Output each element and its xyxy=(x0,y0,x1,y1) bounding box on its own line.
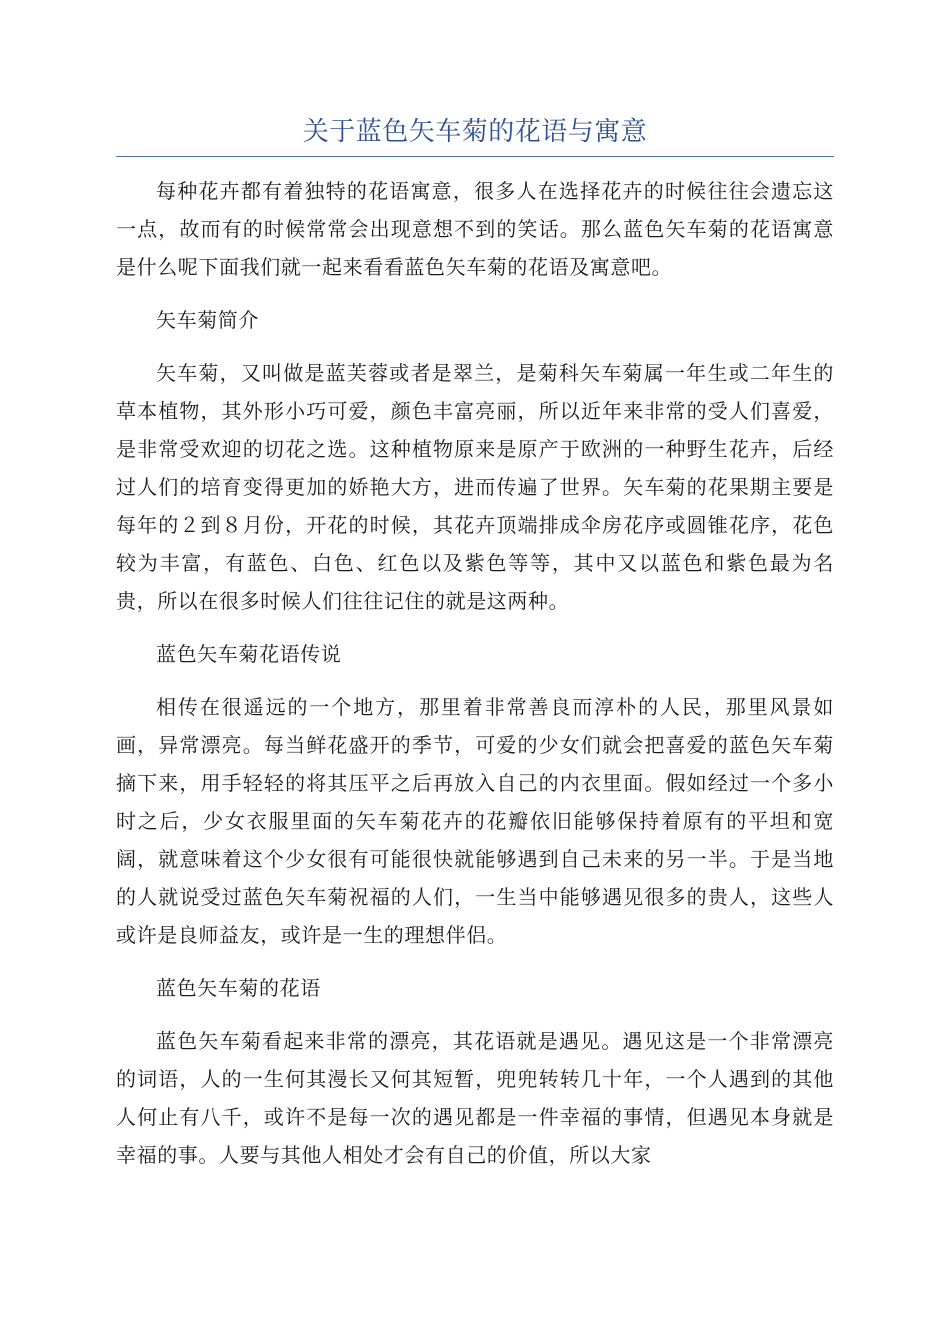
section-heading-legend: 蓝色矢车菊花语传说 xyxy=(156,642,342,666)
section-heading-intro: 矢车菊简介 xyxy=(156,308,259,332)
meaning-paragraph: 蓝色矢车菊看起来非常的漂亮，其花语就是遇见。遇见这是一个非常漂亮的词语，人的一生何其漫长又何其短暂，兜兜转转几十年，一个人遇到的其他人何止有八千，或许不是每一次的遇见都是一件幸福的事情，但遇见本身就是幸福的事。人要与其他人相处才会有自己的价值，所以大家 xyxy=(116,1029,834,1167)
section-heading-meaning: 蓝色矢车菊的花语 xyxy=(156,976,321,1000)
title-block xyxy=(116,112,834,157)
intro-body-paragraph: 矢车菊，又叫做是蓝芙蓉或者是翠兰，是菊科矢车菊属一年生或二年生的草本植物，其外形小巧可爱，颜色丰富亮丽，所以近年来非常的受人们喜爱，是非常受欢迎的切花之选。这种植物原来是原产于欧洲的一种野生花卉，后经过人们的培育变得更加的娇艳大方，进而传遍了世界。矢车菊的花果期主要是每年的２到８月份，开花的时候，其花卉顶端排成伞房花序或圆锥花序，花色较为丰富，有蓝色、白色、红色以及紫色等等，其中又以蓝色和紫色最为名贵，所以在很多时候人们往往记住的就是这两种。 xyxy=(116,361,834,613)
document-title: 关于蓝色矢车菊的花语与寓意 xyxy=(302,117,648,147)
legend-paragraph: 相传在很遥远的一个地方，那里着非常善良而淳朴的人民，那里风景如画，异常漂亮。每当鲜花盛开的季节，可爱的少女们就会把喜爱的蓝色矢车菊摘下来，用手轻轻的将其压平之后再放入自己的内衣里面。假如经过一个多小时之后，少女衣服里面的矢车菊花卉的花瓣依旧能够保持着原有的平坦和宽阔，就意味着这个少女很有可能很快就能够遇到自己未来的另一半。于是当地的人就说受过蓝色矢车菊祝福的人们，一生当中能够遇见很多的贵人，这些人或许是良师益友，或许是一生的理想伴侣。 xyxy=(116,695,834,947)
document-body xyxy=(116,172,834,1189)
intro-paragraph: 每种花卉都有着独特的花语寓意，很多人在选择花卉的时候往往会遗忘这一点，故而有的时候常常会出现意想不到的笑话。那么蓝色矢车菊的花语寓意是什么呢下面我们就一起来看看蓝色矢车菊的花语及寓意吧。 xyxy=(116,179,834,279)
